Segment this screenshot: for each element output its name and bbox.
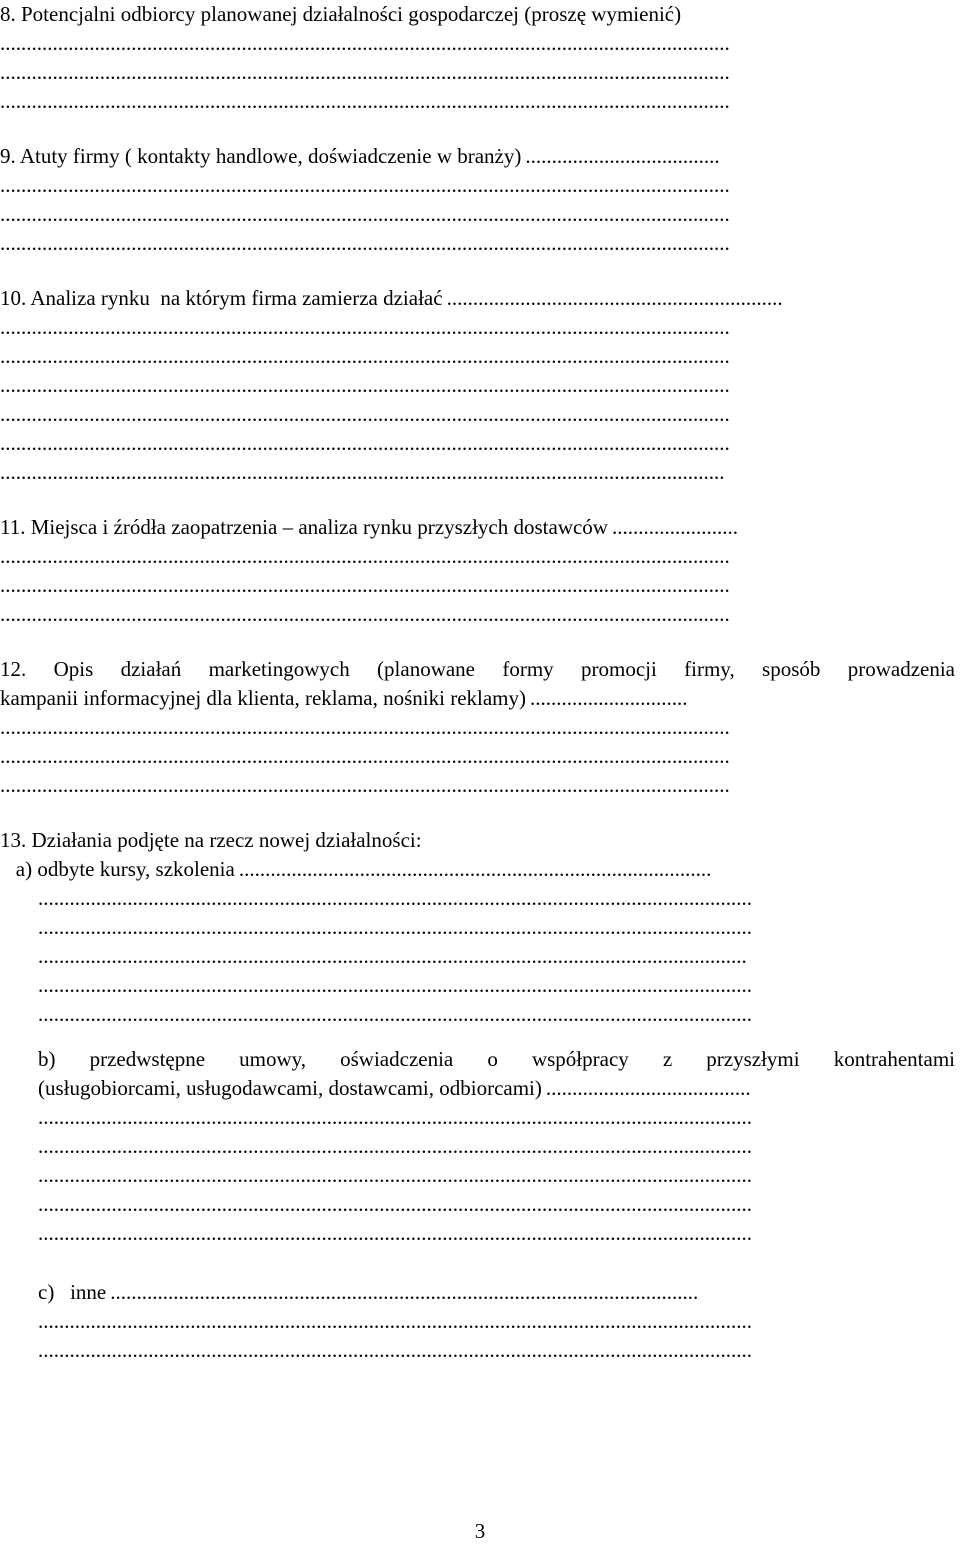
answer-field[interactable]: ........................................................................................................................................... — [0, 344, 730, 368]
q13a-title — [0, 855, 955, 884]
answer-field[interactable]: ........................................................................................................................................... — [0, 402, 730, 426]
q13b-answer-1 — [38, 1103, 955, 1132]
answer-field[interactable]: ................................................................................................................ — [110, 1280, 699, 1304]
q13c-answer-1 — [38, 1307, 955, 1336]
q8-answer-3 — [0, 87, 955, 116]
q9-answer-3 — [0, 229, 955, 258]
answer-field[interactable]: ........................................................................................................................................... — [0, 231, 730, 255]
q12-title-line-1 — [0, 655, 955, 684]
page-number: 3 — [474, 1519, 486, 1543]
answer-field[interactable]: ........................................................................................................................................... — [0, 773, 730, 797]
answer-field[interactable]: ........................................................................................................................................... — [0, 31, 730, 55]
answer-field[interactable]: ....................................... — [545, 1076, 751, 1100]
answer-field[interactable]: ........................................................................................................................................ — [38, 1105, 752, 1129]
answer-field[interactable]: .......................................................................................... — [238, 857, 712, 881]
answer-field[interactable]: ........................................................................................................................................... — [0, 373, 730, 397]
question-text: b) przedwstępne umowy, oświadczenia o współpracy z przyszłymi kontrahentami — [38, 1047, 955, 1071]
question-text: 9. Atuty firmy ( kontakty handlowe, doświadczenie w branży) — [0, 144, 522, 168]
answer-field[interactable]: ........................................................................................................................................ — [38, 1338, 752, 1362]
q10-answer-5 — [0, 429, 955, 458]
q13b-answer-2 — [38, 1132, 955, 1161]
question-text: 11. Miejsca i źródła zaopatrzenia – analiza rynku przyszłych dostawców — [0, 515, 608, 539]
answer-field[interactable]: ........................................................................................................................................ — [38, 915, 752, 939]
q10-title — [0, 284, 955, 313]
q13b-answer-5 — [38, 1219, 955, 1248]
answer-field[interactable]: ........................................................................................................................................... — [0, 544, 730, 568]
answer-field[interactable]: ........................................................................................................................................ — [38, 1002, 752, 1026]
q11-title — [0, 513, 955, 542]
q8-answer-2 — [0, 58, 955, 87]
q10-answer-3 — [0, 371, 955, 400]
q13b-answer-3 — [38, 1161, 955, 1190]
question-text: 12. Opis działań marketingowych (planowane formy promocji firmy, sposób prowadzenia — [0, 657, 955, 681]
q11-answer-2 — [0, 571, 955, 600]
q9-title — [0, 142, 955, 171]
q12-title-line-2 — [0, 684, 955, 713]
answer-field[interactable]: ........................................................................................................................................ — [38, 1221, 752, 1245]
q11-answer-3 — [0, 600, 955, 629]
q9-answer-2 — [0, 200, 955, 229]
answer-field[interactable]: ....................................................................................................................................... — [38, 944, 747, 968]
answer-field[interactable]: ........................................................................................................................................... — [0, 602, 730, 626]
question-text: 13. Działania podjęte na rzecz nowej działalności: — [0, 828, 422, 852]
answer-field[interactable]: ........................................................................................................................................ — [38, 973, 752, 997]
q8-answer-1 — [0, 29, 955, 58]
q10-answer-1 — [0, 313, 955, 342]
answer-field[interactable]: ........................................................................................................................................ — [38, 886, 752, 910]
answer-field[interactable]: ..................................... — [525, 144, 720, 168]
q13a-answer-3 — [38, 942, 955, 971]
answer-field[interactable]: ........................................................................................................................................... — [0, 431, 730, 455]
q13b-title-line-1 — [38, 1045, 955, 1074]
q10-answer-6 — [0, 458, 955, 487]
question-text: (usługobiorcami, usługodawcami, dostawcami, odbiorcami) — [38, 1076, 542, 1100]
answer-field[interactable]: ................................................................ — [446, 286, 783, 310]
answer-field[interactable]: .............................. — [530, 686, 688, 710]
answer-field[interactable]: ........................................................................................................................................ — [38, 1134, 752, 1158]
question-text: kampanii informacyjnej dla klienta, reklama, nośniki reklamy) — [0, 686, 526, 710]
answer-field[interactable]: ........................................................................................................................................ — [38, 1192, 752, 1216]
q13b-answer-4 — [38, 1190, 955, 1219]
q10-answer-4 — [0, 400, 955, 429]
answer-field[interactable]: ........................................................................................................................................... — [0, 202, 730, 226]
q13c-answer-2 — [38, 1336, 955, 1365]
q13c-title — [38, 1278, 955, 1307]
answer-field[interactable]: ........................................................................................................................................... — [0, 60, 730, 84]
q10-answer-2 — [0, 342, 955, 371]
q13a-answer-5 — [38, 1000, 955, 1029]
question-text: c) inne — [38, 1280, 107, 1304]
answer-field[interactable]: ........................................................................................................................................... — [0, 89, 730, 113]
q13b-title-line-2 — [38, 1074, 955, 1103]
answer-field[interactable]: ........................................................................................................................................... — [0, 315, 730, 339]
q12-answer-1 — [0, 713, 955, 742]
q11-answer-1 — [0, 542, 955, 571]
question-text: a) odbyte kursy, szkolenia — [0, 857, 235, 881]
q8-title — [0, 0, 955, 29]
q9-answer-1 — [0, 171, 955, 200]
answer-field[interactable]: ........................ — [611, 515, 738, 539]
q13a-answer-1 — [38, 884, 955, 913]
answer-field[interactable]: ........................................................................................................................................... — [0, 573, 730, 597]
answer-field[interactable]: ........................................................................................................................................... — [0, 715, 730, 739]
question-text: 8. Potencjalni odbiorcy planowanej działalności gospodarczej (proszę wymienić) — [0, 2, 682, 26]
answer-field[interactable]: ........................................................................................................................................... — [0, 744, 730, 768]
question-text: 10. Analiza rynku na którym firma zamierza działać — [0, 286, 443, 310]
q12-answer-2 — [0, 742, 955, 771]
q13a-answer-4 — [38, 971, 955, 1000]
q12-answer-3 — [0, 771, 955, 800]
answer-field[interactable]: ........................................................................................................................................... — [0, 173, 730, 197]
q13a-answer-2 — [38, 913, 955, 942]
q13-title — [0, 826, 955, 855]
answer-field[interactable]: ........................................................................................................................................ — [38, 1309, 752, 1333]
answer-field[interactable]: .......................................................................................................................................... — [0, 460, 725, 484]
answer-field[interactable]: ........................................................................................................................................ — [38, 1163, 752, 1187]
